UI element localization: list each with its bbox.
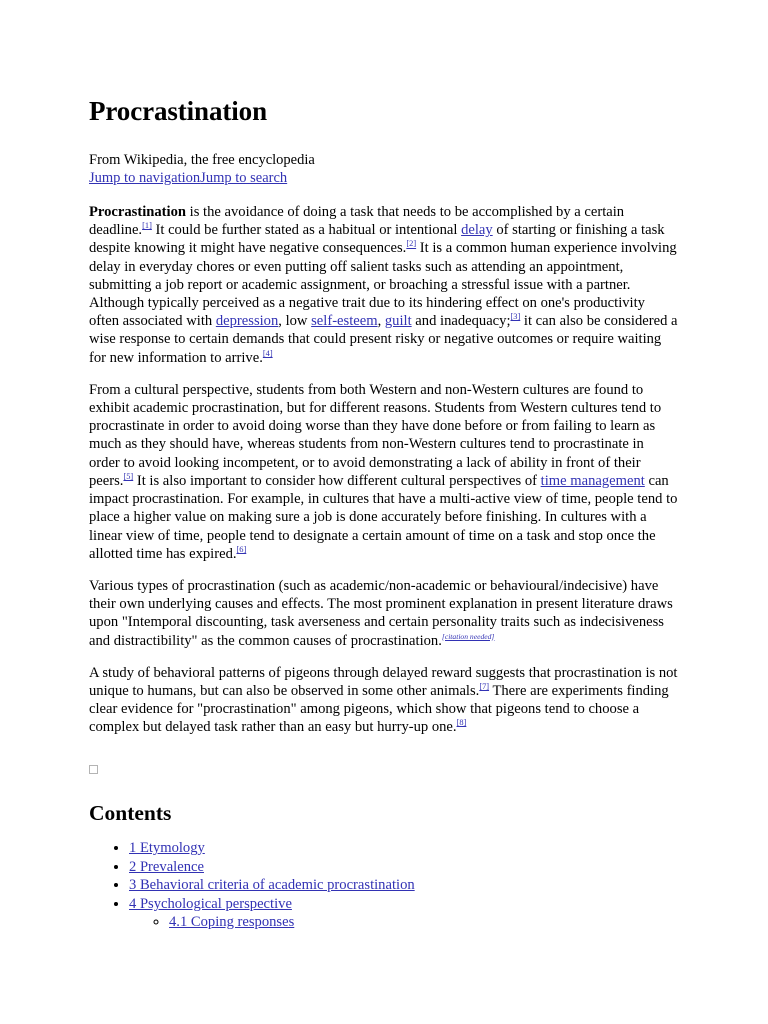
list-item [129, 895, 678, 931]
reference-marker-4[interactable]: [4] [262, 348, 273, 358]
jump-to-navigation-link[interactable]: Jump to navigation [89, 170, 201, 187]
p1-segment-6: , [377, 313, 385, 330]
paragraph-types [89, 577, 678, 650]
link-self-esteem[interactable]: self-esteem [311, 313, 378, 330]
table-of-contents-sublist [129, 913, 678, 931]
p1-segment-3: of starting or finishing a task despite knowing it might have negative consequences. [89, 222, 665, 257]
reference-marker-8[interactable]: [8] [456, 718, 467, 728]
citation-needed-marker[interactable]: [citation needed] [441, 631, 495, 641]
p4-segment-1: A study of behavioral patterns of pigeons through delayed reward suggests that procrastination is not unique to humans, but can also be observed in some other animals. [89, 664, 678, 699]
list-item [169, 913, 678, 931]
reference-marker-5[interactable]: [5] [123, 472, 134, 482]
toc-link-etymology[interactable]: 1 Etymology [129, 840, 205, 857]
reference-marker-6[interactable]: [6] [236, 544, 247, 554]
table-of-contents [89, 839, 678, 931]
p1-segment-1: is the avoidance of doing a task that needs to be accomplished by a certain deadline. [89, 204, 625, 239]
toc-link-behavioral-criteria[interactable]: 3 Behavioral criteria of academic procrastination [129, 877, 415, 894]
lead-term: Procrastination [89, 204, 187, 221]
p1-segment-8: it can also be considered a wise response to certain demands that could present risky or negative outcomes or require waiting for new information to arrive. [89, 313, 678, 366]
list-item [129, 858, 678, 876]
p2-segment-1: From a cultural perspective, students from both Western and non-Western cultures are found to exhibit academic procrastination, but for different reasons. Students from Western cultures tend to procrastinate in order to avoid doing worse than they have done before or from failing to learn as much as they should have, whereas students from non-Western cultures tend to procrastinate in order to avoid looking incompetent, or to avoid demonstrating a lack of ability in front of their peers. [89, 381, 662, 489]
link-time-management[interactable]: time management [540, 472, 645, 489]
p1-segment-7: and inadequacy; [411, 313, 511, 330]
jump-links [89, 169, 678, 187]
p2-segment-3: can impact procrastination. For example, in cultures that have a multi-active view of time, people tend to place a higher value on making sure a job is done accurately before finishing. In cultures with a linear view of time, people tend to designate a certain amount of time on a task and stop once the allotted time has expired. [89, 472, 678, 562]
reference-marker-2[interactable]: [2] [406, 239, 417, 249]
toc-toggle-row [89, 761, 678, 777]
p4-segment-2: There are experiments finding clear evidence for "procrastination" among pigeons, which show that pigeons tend to choose a complex but delayed task rather than an easy but hurry-up one. [89, 682, 669, 736]
reference-marker-1[interactable]: [1] [142, 221, 152, 231]
paragraph-cultural-perspective [89, 381, 678, 563]
toc-link-psychological-perspective[interactable]: 4 Psychological perspective [129, 895, 292, 912]
link-depression[interactable]: depression [215, 313, 279, 330]
link-delay[interactable]: delay [461, 222, 493, 239]
p1-segment-4: It is a common human experience involving delay in everyday chores or even putting off salient tasks such as attending an appointment, submitting a job report or academic assignment, or broaching a stressful issue with a partner. Although typically perceived as a negative trait due to its hindering effect on one's productivity often associated with [89, 240, 677, 330]
p3-segment-1: Various types of procrastination (such as academic/non-academic or behavioural/indecisive) have their own underlying causes and effects. The most prominent explanation in present literature draws upon "Intemporal discounting, task averseness and certain personality traits such as indecisiveness and distractibility" as the common causes of procrastination. [89, 577, 673, 649]
link-guilt[interactable]: guilt [384, 313, 412, 330]
p2-segment-2: It is also important to consider how different cultural perspectives of [133, 472, 541, 489]
page-title: Procrastination [89, 96, 267, 126]
paragraph-lead [89, 203, 678, 367]
list-item [129, 839, 678, 857]
toc-link-coping-responses[interactable]: 4.1 Coping responses [169, 913, 295, 930]
p1-segment-2: It could be further stated as a habitual or intentional [151, 222, 462, 239]
toc-link-prevalence[interactable]: 2 Prevalence [129, 858, 204, 875]
reference-marker-3[interactable]: [3] [510, 312, 521, 322]
site-tagline: From Wikipedia, the free encyclopedia [89, 152, 315, 169]
reference-marker-7[interactable]: [7] [479, 682, 490, 692]
contents-heading: Contents [89, 800, 172, 825]
list-item [129, 876, 678, 894]
jump-to-search-link[interactable]: Jump to search [200, 170, 288, 187]
paragraph-pigeons [89, 664, 678, 737]
toc-toggle-checkbox[interactable] [89, 765, 98, 774]
p1-segment-5: , low [278, 313, 312, 330]
